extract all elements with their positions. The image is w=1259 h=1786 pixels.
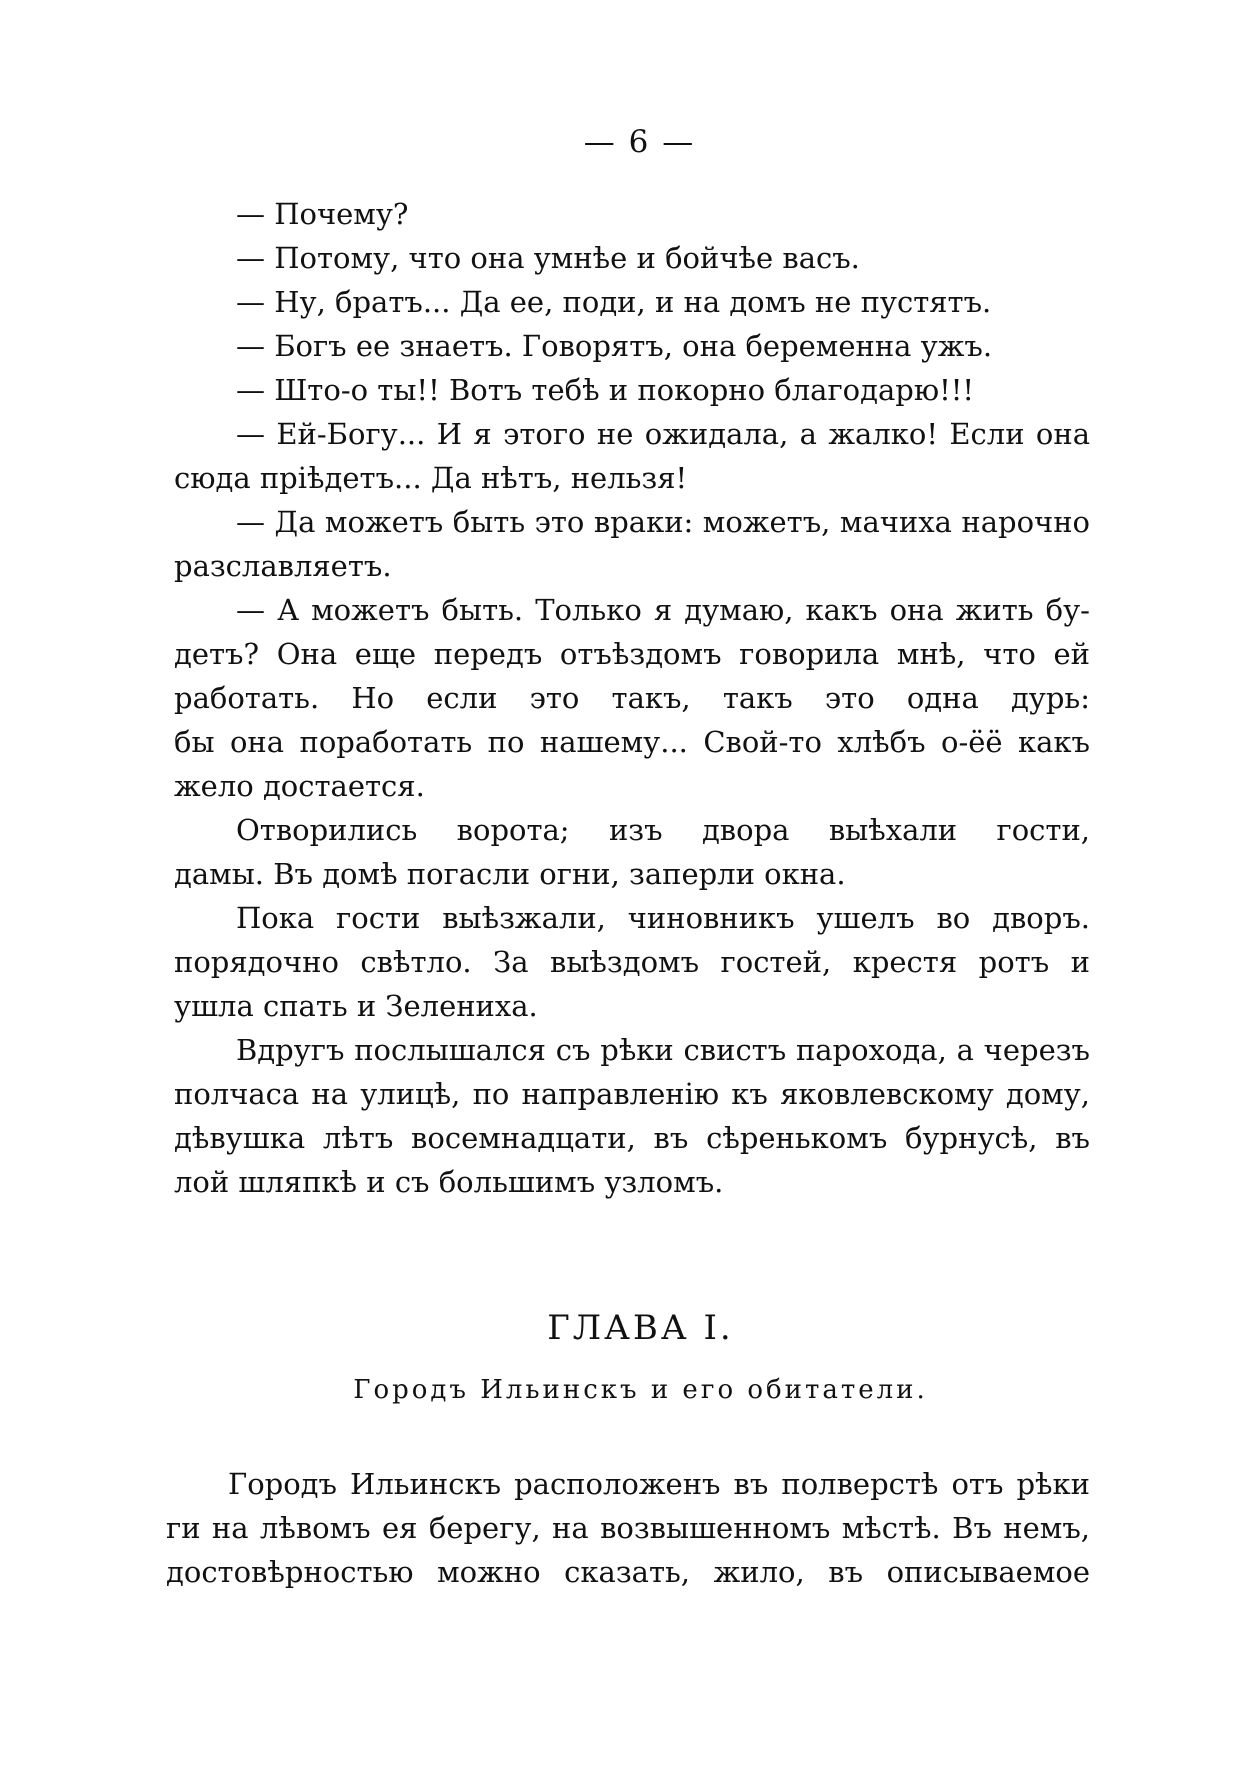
text-column [174,192,1090,1204]
text-line: полчаса на улицѣ, по направленію къ яковлевскому дому, [174,1077,1090,1111]
chapter-text-column [166,1462,1090,1594]
dialogue-line: — Ну, братъ... Да ее, поди, и на домъ не пустятъ. [236,285,992,319]
text-line: дамы. Въ домѣ погасли огни, заперли окна. [174,857,846,891]
text-line: Вдругъ послышался съ рѣки свистъ парохода, а черезъ [236,1033,1090,1067]
text-line: сюда пріѣдетъ... Да нѣтъ, нельзя! [174,461,688,495]
chapter-subtitle: Городъ Ильинскъ и его обитатели. [353,1375,928,1405]
text-line: ушла спать и Зелениха. [174,989,538,1023]
paragraph [174,500,1090,588]
text-line: жело достается. [174,769,425,803]
dialogue-line: — Потому, что она умнѣе и бойчѣе васъ. [236,241,860,275]
paragraph [174,808,1090,896]
paragraph [174,588,1090,808]
dialogue-line: — Почему? [236,197,409,231]
text-line: дѣвушка лѣтъ восемнадцати, въ сѣренькомъ бурнусѣ, въ [174,1121,1090,1155]
text-line: — А можетъ быть. Только я думаю, какъ она жить бу- [236,593,1090,627]
text-line: порядочно свѣтло. За выѣздомъ гостей, крестя ротъ и [174,945,1090,979]
text-line: лой шляпкѣ и съ большимъ узломъ. [174,1165,724,1199]
text-line: достовѣрностью можно сказать, жило, въ описываемое [166,1555,1090,1589]
text-line: бы она поработать по нашему... Свой-то хлѣбъ о-ёё какъ [174,725,1090,759]
text-line: — Ей-Богу... И я этого не ожидала, а жалко! Если она [236,417,1090,451]
paragraph [174,1028,1090,1204]
text-line: работать. Но если это такъ, такъ это одна дурь: [174,681,1090,715]
paragraph [174,896,1090,1028]
text-line: ги на лѣвомъ ея берегу, на возвышенномъ мѣстѣ. Въ немъ, [166,1511,1090,1545]
text-line: детъ? Она еще передъ отъѣздомъ говорила мнѣ, что ей [174,637,1090,671]
dialogue-line: — Што-о ты!! Вотъ тебѣ и покорно благодарю!!! [236,373,975,407]
text-line: — Да можетъ быть это враки: можетъ, мачиха нарочно [236,505,1090,539]
text-line: Отворились ворота; изъ двора выѣхали гости, [236,813,1090,847]
dialogue-line: — Богъ ее знаетъ. Говорятъ, она беременна ужъ. [236,329,993,363]
paragraph [174,412,1090,500]
page-number: — 6 — [583,124,696,160]
chapter-title: ГЛАВА I. [547,1308,734,1348]
text-line: разславляетъ. [174,549,392,583]
text-line: Городъ Ильинскъ расположенъ въ полверстѣ отъ рѣки [228,1467,1090,1501]
paragraph [166,1462,1090,1594]
text-line: Пока гости выѣзжали, чиновникъ ушелъ во дворъ. [236,901,1090,935]
